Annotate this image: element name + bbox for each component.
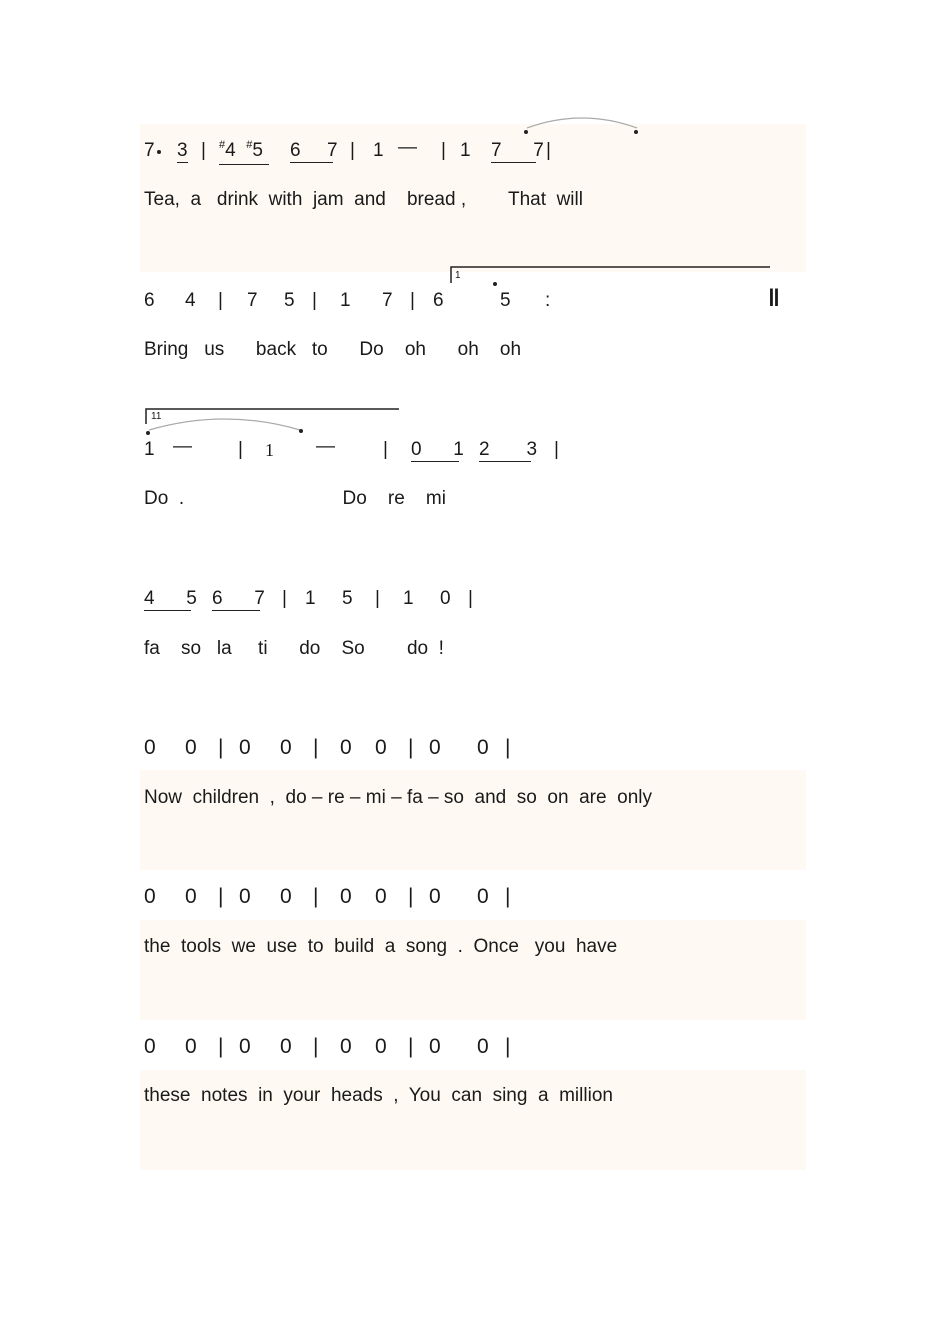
rest: 0 — [340, 1035, 352, 1058]
volta-bracket-1 — [451, 267, 770, 283]
bar-line: | — [218, 1035, 224, 1058]
note: 7 — [254, 588, 265, 609]
lyrics-line-6: the tools we use to build a song . Once you have — [144, 936, 618, 957]
bar-line: | — [505, 1035, 511, 1058]
bar-line: | — [218, 290, 223, 311]
bar-line: | — [350, 140, 355, 161]
note: 4 — [225, 140, 236, 161]
bar-line: | — [312, 290, 317, 311]
note: 5 — [186, 588, 197, 609]
rest: 0 — [429, 736, 441, 759]
rest: 0 — [375, 736, 387, 759]
rest: 0 — [429, 885, 441, 908]
note: 5 — [342, 588, 353, 609]
rest: 0 — [477, 736, 489, 759]
bar-line: | — [505, 736, 511, 759]
lyrics-line-5: Now children , do – re – mi – fa – so and so on are only — [144, 787, 652, 808]
bar-line: | — [441, 140, 446, 161]
rest: 0 — [185, 885, 197, 908]
bar-line: | — [313, 885, 319, 908]
note: 5 — [500, 290, 511, 311]
bar-line: | — [201, 140, 206, 161]
octave-dot — [299, 429, 303, 433]
note: 4 — [144, 588, 155, 609]
note: 7 — [491, 140, 502, 161]
rhythm-dot — [157, 150, 161, 154]
rest: 0 — [477, 885, 489, 908]
note-group — [144, 588, 197, 611]
note: 7 — [326, 140, 338, 161]
slur-2 — [149, 419, 300, 430]
note: 6 — [144, 290, 155, 311]
rest: 0 — [185, 736, 197, 759]
bar-line: | — [383, 439, 388, 460]
lyrics-line-3: Do . Do re mi — [144, 488, 446, 509]
note: 1 — [265, 440, 274, 460]
dash: — — [173, 436, 192, 457]
note: 5 — [252, 140, 263, 161]
sharp-note-group — [219, 140, 269, 165]
note: 0 — [411, 439, 422, 460]
lyrics-line-7: these notes in your heads , You can sing a million — [144, 1085, 613, 1106]
rest: 0 — [239, 885, 251, 908]
bar-line: | — [408, 736, 414, 759]
repeat-sign: : — [545, 290, 551, 311]
octave-dot — [146, 431, 150, 435]
note: 1 — [144, 439, 155, 460]
bar-line: | — [408, 885, 414, 908]
bar-line: | — [468, 588, 473, 609]
dash: — — [316, 436, 335, 457]
rest: 0 — [144, 885, 156, 908]
rest: 0 — [280, 885, 292, 908]
note-group — [491, 140, 544, 163]
note: 7 — [382, 290, 393, 311]
rest: 0 — [144, 736, 156, 759]
dash: — — [398, 137, 417, 158]
note: 3 — [526, 439, 538, 460]
lyrics-line-2: Bring us back to Do oh oh oh — [144, 339, 522, 360]
note: 4 — [185, 290, 196, 311]
note: 7 — [247, 290, 258, 311]
rest: 0 — [280, 1035, 292, 1058]
sharp-sign: # — [219, 139, 226, 151]
octave-dot — [524, 130, 528, 134]
rest: 0 — [340, 736, 352, 759]
bar-line: | — [375, 588, 380, 609]
rest: 0 — [340, 885, 352, 908]
end-barline: ‖ — [768, 285, 780, 312]
bar-line: | — [408, 1035, 414, 1058]
rest: 0 — [375, 885, 387, 908]
bar-line: | — [218, 885, 224, 908]
rest: 0 — [239, 736, 251, 759]
note: 6 — [433, 290, 444, 311]
bar-line: | — [313, 736, 319, 759]
rest: 0 — [185, 1035, 197, 1058]
octave-dot — [493, 282, 497, 286]
note: 1 — [340, 290, 351, 311]
sharp-sign: # — [246, 139, 253, 151]
bar-line: | — [313, 1035, 319, 1058]
note-group — [411, 439, 464, 462]
note: 1 — [373, 140, 384, 161]
octave-dot — [634, 130, 638, 134]
note: 2 — [479, 439, 490, 460]
note-group — [212, 588, 265, 611]
note: 5 — [284, 290, 295, 311]
note: 7 — [144, 140, 155, 161]
volta-number: 11 — [151, 411, 162, 422]
note-group — [290, 140, 338, 163]
rest: 0 — [429, 1035, 441, 1058]
note: 7 — [533, 140, 544, 161]
note: 6 — [212, 588, 223, 609]
volta-number: 1 — [455, 270, 461, 281]
rest: 0 — [280, 736, 292, 759]
rest: 0 — [477, 1035, 489, 1058]
lyrics-line-4: fa so la ti do So do ! — [144, 638, 444, 659]
note: 1 — [460, 140, 471, 161]
slur-1 — [527, 118, 637, 128]
bar-line: | — [554, 439, 559, 460]
lyrics-line-1: Tea, a drink with jam and bread , That will — [144, 189, 583, 210]
note: 1 — [453, 439, 464, 460]
note: 3 — [177, 140, 188, 161]
note-group — [479, 439, 538, 462]
bar-line: | — [546, 140, 551, 161]
bar-line: | — [218, 736, 224, 759]
note: 6 — [290, 140, 301, 161]
bar-line: | — [282, 588, 287, 609]
rest: 0 — [144, 1035, 156, 1058]
bar-line: | — [505, 885, 511, 908]
note: 1 — [403, 588, 414, 609]
note: 1 — [305, 588, 316, 609]
bar-line: | — [238, 439, 243, 460]
rest: 0 — [239, 1035, 251, 1058]
rest: 0 — [375, 1035, 387, 1058]
bar-line: | — [410, 290, 415, 311]
note: 0 — [440, 588, 451, 609]
